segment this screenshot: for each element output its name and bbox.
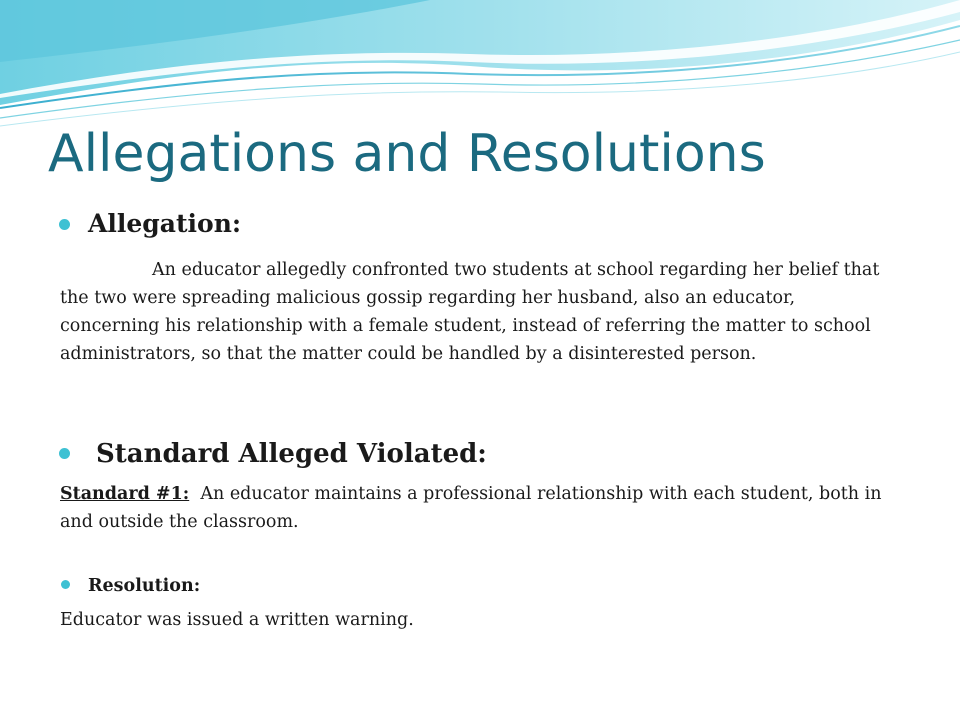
standard-body: An educator maintains a professional relationship with each student, both in and outside the classroom. <box>60 484 882 532</box>
standard-heading: Standard Alleged Violated: <box>96 439 487 469</box>
bullet-icon <box>59 219 70 230</box>
allegation-heading: Allegation: <box>88 209 242 238</box>
resolution-text: Educator was issued a written warning. <box>60 610 414 630</box>
allegation-body: An educator allegedly confronted two students at school regarding her belief that the two were spreading malicious gossip regarding her husband, also an educator, concerning his relationship with a female student, instead of referring the matter to school administrators, so that the matter could be handled by a disinterested person. <box>60 260 880 364</box>
bullet-icon <box>59 448 70 459</box>
allegation-text <box>60 256 900 368</box>
standard-text <box>60 480 900 536</box>
resolution-heading: Resolution: <box>88 576 201 596</box>
slide-title: Allegations and Resolutions <box>48 124 766 184</box>
standard-label: Standard #1: <box>60 484 190 504</box>
bullet-icon <box>61 580 70 589</box>
